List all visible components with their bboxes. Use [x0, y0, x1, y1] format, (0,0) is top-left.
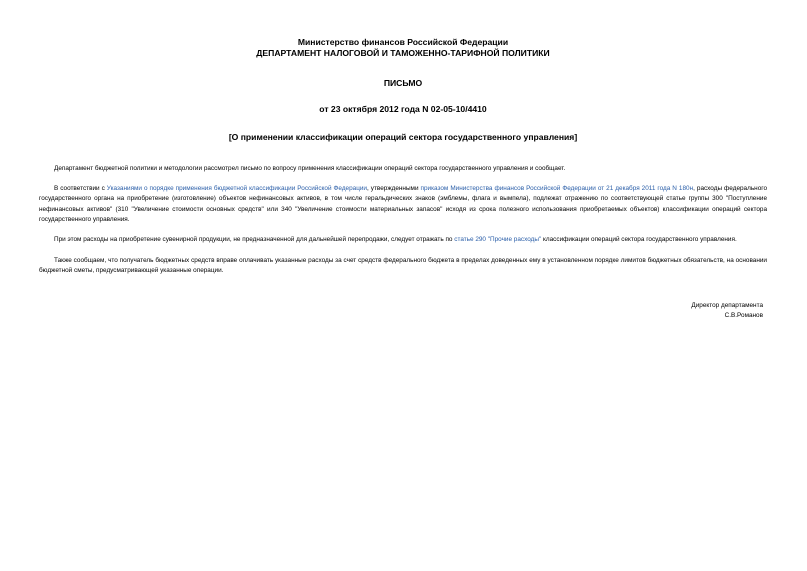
paragraph-1: [39, 164, 767, 175]
paragraph-3-text-2: классификации операций сектора государственного управления.: [541, 236, 737, 244]
signer-name: С.В.Романов: [724, 311, 763, 319]
department-name: ДЕПАРТАМЕНТ НАЛОГОВОЙ И ТАМОЖЕННО-ТАРИФНОЙ ПОЛИТИКИ: [256, 47, 550, 58]
document-date: от 23 октября 2012 года N 02-05-10/4410: [319, 103, 487, 114]
paragraph-4: [39, 256, 767, 277]
paragraph-4-text: Также сообщаем, что получатель бюджетных средств вправе оплачивать указанные расходы за счет средств федерального бюджета в пределах доведенных ему в установленном порядке лимитов бюджетных обязательств, на основании бюджетной сметы, предусматривающей указанные операции.: [39, 256, 767, 275]
signer-position: Директор департамента: [691, 301, 763, 309]
paragraph-3: [39, 235, 767, 246]
signature-block: [39, 301, 767, 321]
paragraph-2-text-3: , расходы федерального государственного органа на приобретение (изготовление) объектов нефинансовых активов, в том числе геральдических знаков (эмблемы, флага и вымпела), подлежат отражению по соответствующей статье группы 300 "Поступление нефинансовых активов" (310 "Увеличение стоимости основных средств" или 340 "Увеличение стоимости материальных запасов" исходя из срока полезного использования приобретаемых объектов) классификации операций сектора государственного управления.: [39, 184, 767, 224]
document-body: [39, 164, 767, 277]
paragraph-2-text-1: В соответствии с: [54, 184, 107, 192]
document-header: [39, 37, 767, 143]
article-290-link[interactable]: статье 290 "Прочие расходы": [454, 236, 542, 244]
ministry-name: Министерство финансов Российской Федерации: [297, 37, 509, 47]
budget-classification-guidelines-link[interactable]: Указаниями о порядке применения бюджетной классификации Российской Федерации: [106, 184, 368, 192]
document-type: ПИСЬМО: [383, 78, 423, 88]
ministry-order-180n-link[interactable]: приказом Министерства финансов Российской Федерации от 21 декабря 2011 года N 180н: [420, 184, 694, 192]
paragraph-3-text-1: При этом расходы на приобретение сувенирной продукции, не предназначенной для дальнейшей перепродажи, следует отражать по: [54, 236, 455, 244]
paragraph-1-text: Департамент бюджетной политики и методологии рассмотрел письмо по вопросу применения классификации операций сектора государственного управления и сообщает.: [54, 164, 566, 172]
document-title: [О применении классификации операций сектора государственного управления]: [228, 132, 578, 142]
paragraph-2: [39, 184, 767, 226]
paragraph-2-text-2: , утвержденными: [367, 184, 421, 192]
